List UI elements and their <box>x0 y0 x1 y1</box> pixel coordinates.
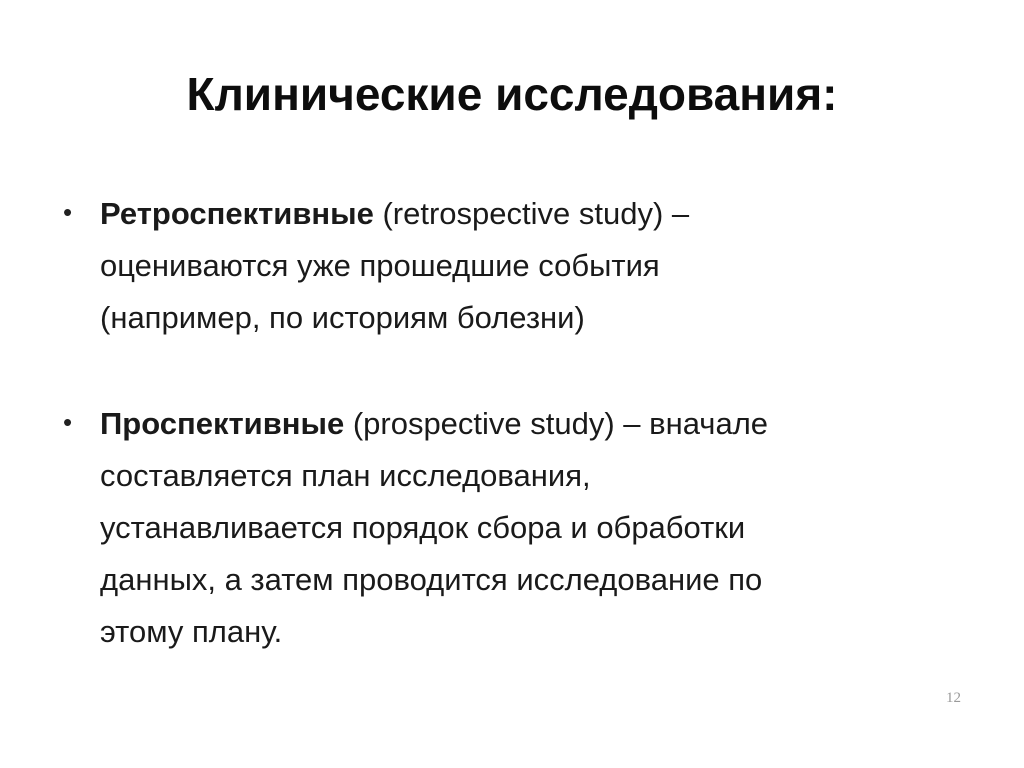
bullet-line: этому плану. <box>100 614 283 649</box>
bullet-prospective <box>63 398 980 658</box>
bullet-line <box>100 398 980 450</box>
bullet-line: данных, а затем проводится исследование по <box>100 562 763 597</box>
bullet-marker: • <box>63 197 73 227</box>
bullet-line: устанавливается порядок сбора и обработки <box>100 510 746 545</box>
bullet-line <box>100 188 980 240</box>
bullet-line: оцениваются уже прошедшие события <box>100 248 660 283</box>
bullet-term: Ретроспективные <box>100 196 374 231</box>
bullet-retrospective <box>63 188 980 344</box>
page-number: 12 <box>946 690 961 706</box>
bullet-line: составляется план исследования, <box>100 458 591 493</box>
slide-title: Клинические исследования: <box>186 68 838 120</box>
bullet-term: Проспективные <box>100 406 345 441</box>
bullet-text: (retrospective study) – <box>373 196 690 231</box>
bullet-line: (например, по историям болезни) <box>100 300 585 335</box>
bullet-text: (prospective study) – вначале <box>344 406 769 441</box>
bullet-marker: • <box>63 407 73 437</box>
